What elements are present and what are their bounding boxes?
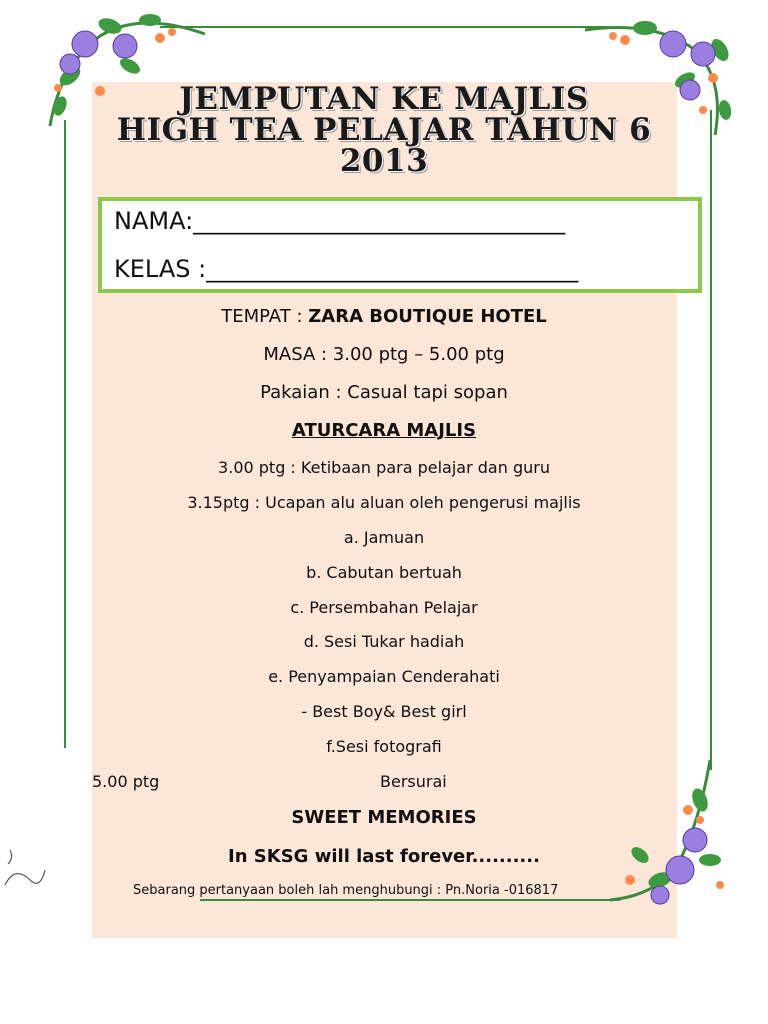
aturcara-item: 3.15ptg : Ucapan alu aluan oleh pengerusi majlis — [187, 493, 581, 512]
masa-line: MASA : 3.00 ptg – 5.00 ptg — [263, 344, 505, 365]
aturcara-item: a. Jamuan — [343, 528, 425, 547]
frame-line-top — [160, 26, 610, 28]
closing-line-2: In SKSG will last forever.......... — [228, 846, 540, 867]
end-label: Bersurai — [380, 772, 447, 791]
nama-label: NAMA: — [114, 207, 194, 235]
name-class-box — [98, 197, 702, 293]
nama-blank: _______________________________ — [193, 207, 566, 235]
aturcara-item: b. Cabutan bertuah — [306, 563, 462, 582]
aturcara-item: f.Sesi fotografi — [326, 737, 442, 756]
aturcara-item: 3.00 ptg : Ketibaan para pelajar dan guru — [218, 458, 550, 477]
kelas-field[interactable] — [114, 255, 578, 283]
tempat-value: ZARA BOUTIQUE HOTEL — [308, 306, 547, 327]
kelas-label: KELAS : — [114, 255, 207, 283]
end-time: 5.00 ptg — [92, 772, 160, 791]
title-line-3: 2013 — [339, 143, 429, 179]
closing-line-1: SWEET MEMORIES — [291, 807, 477, 828]
title-line-2: HIGH TEA PELAJAR TAHUN 6 — [116, 112, 652, 148]
footer-contact: Sebarang pertanyaan boleh lah menghubungi : Pn.Noria -016817 — [133, 883, 559, 898]
frame-line-bottom — [200, 899, 620, 901]
pakaian-line: Pakaian : Casual tapi sopan — [260, 382, 508, 403]
flower-corner-bottom-right-icon — [600, 760, 750, 910]
kelas-blank: _______________________________ — [206, 255, 579, 283]
title-line-1: JEMPUTAN KE MAJLIS — [179, 81, 589, 117]
aturcara-heading: ATURCARA MAJLIS — [291, 420, 477, 441]
aturcara-item: c. Persembahan Pelajar — [290, 598, 478, 617]
aturcara-item: d. Sesi Tukar hadiah — [303, 632, 465, 651]
aturcara-item: - Best Boy& Best girl — [301, 702, 467, 721]
tempat-line — [0, 306, 768, 327]
aturcara-item: e. Penyampaian Cenderahati — [268, 667, 500, 686]
nama-field[interactable] — [114, 207, 565, 235]
tempat-label: TEMPAT : — [221, 306, 309, 327]
